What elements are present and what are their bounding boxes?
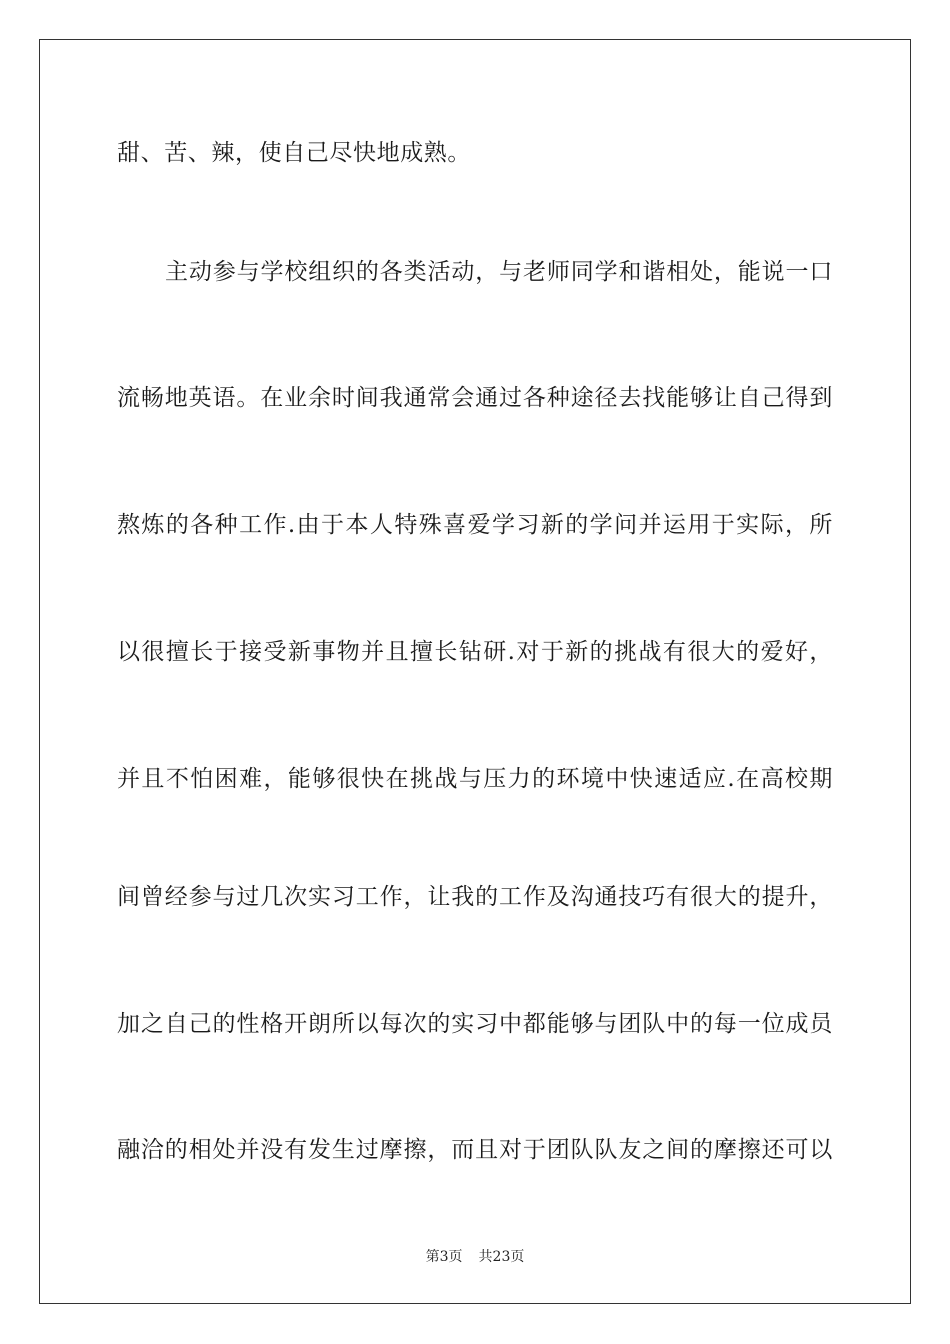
body-line-4: 熬炼的各种工作.由于本人特殊喜爱学习新的学问并运用于实际，所 [117,512,833,538]
body-line-8: 加之自己的性格开朗所以每次的实习中都能够与团队中的每一位成员 [117,1011,833,1037]
body-line-7: 间曾经参与过几次实习工作，让我的工作及沟通技巧有很大的提升， [117,884,833,910]
page-footer [0,1248,950,1266]
body-line-2: 主动参与学校组织的各类活动，与老师同学和谐相处，能说一口 [165,259,833,285]
page-border [39,39,911,1304]
body-line-1: 甜、苦、辣，使自己尽快地成熟。 [117,140,471,166]
body-line-5: 以很擅长于接受新事物并且擅长钻研.对于新的挑战有很大的爱好， [117,639,833,665]
body-line-3: 流畅地英语。在业余时间我通常会通过各种途径去找能够让自己得到 [117,385,833,411]
body-line-6: 并且不怕困难，能够很快在挑战与压力的环境中快速适应.在高校期 [117,766,833,792]
page-total: 共23页 [478,1249,525,1265]
page-number: 第3页 [425,1249,463,1265]
body-line-9: 融洽的相处并没有发生过摩擦，而且对于团队队友之间的摩擦还可以 [117,1137,833,1163]
